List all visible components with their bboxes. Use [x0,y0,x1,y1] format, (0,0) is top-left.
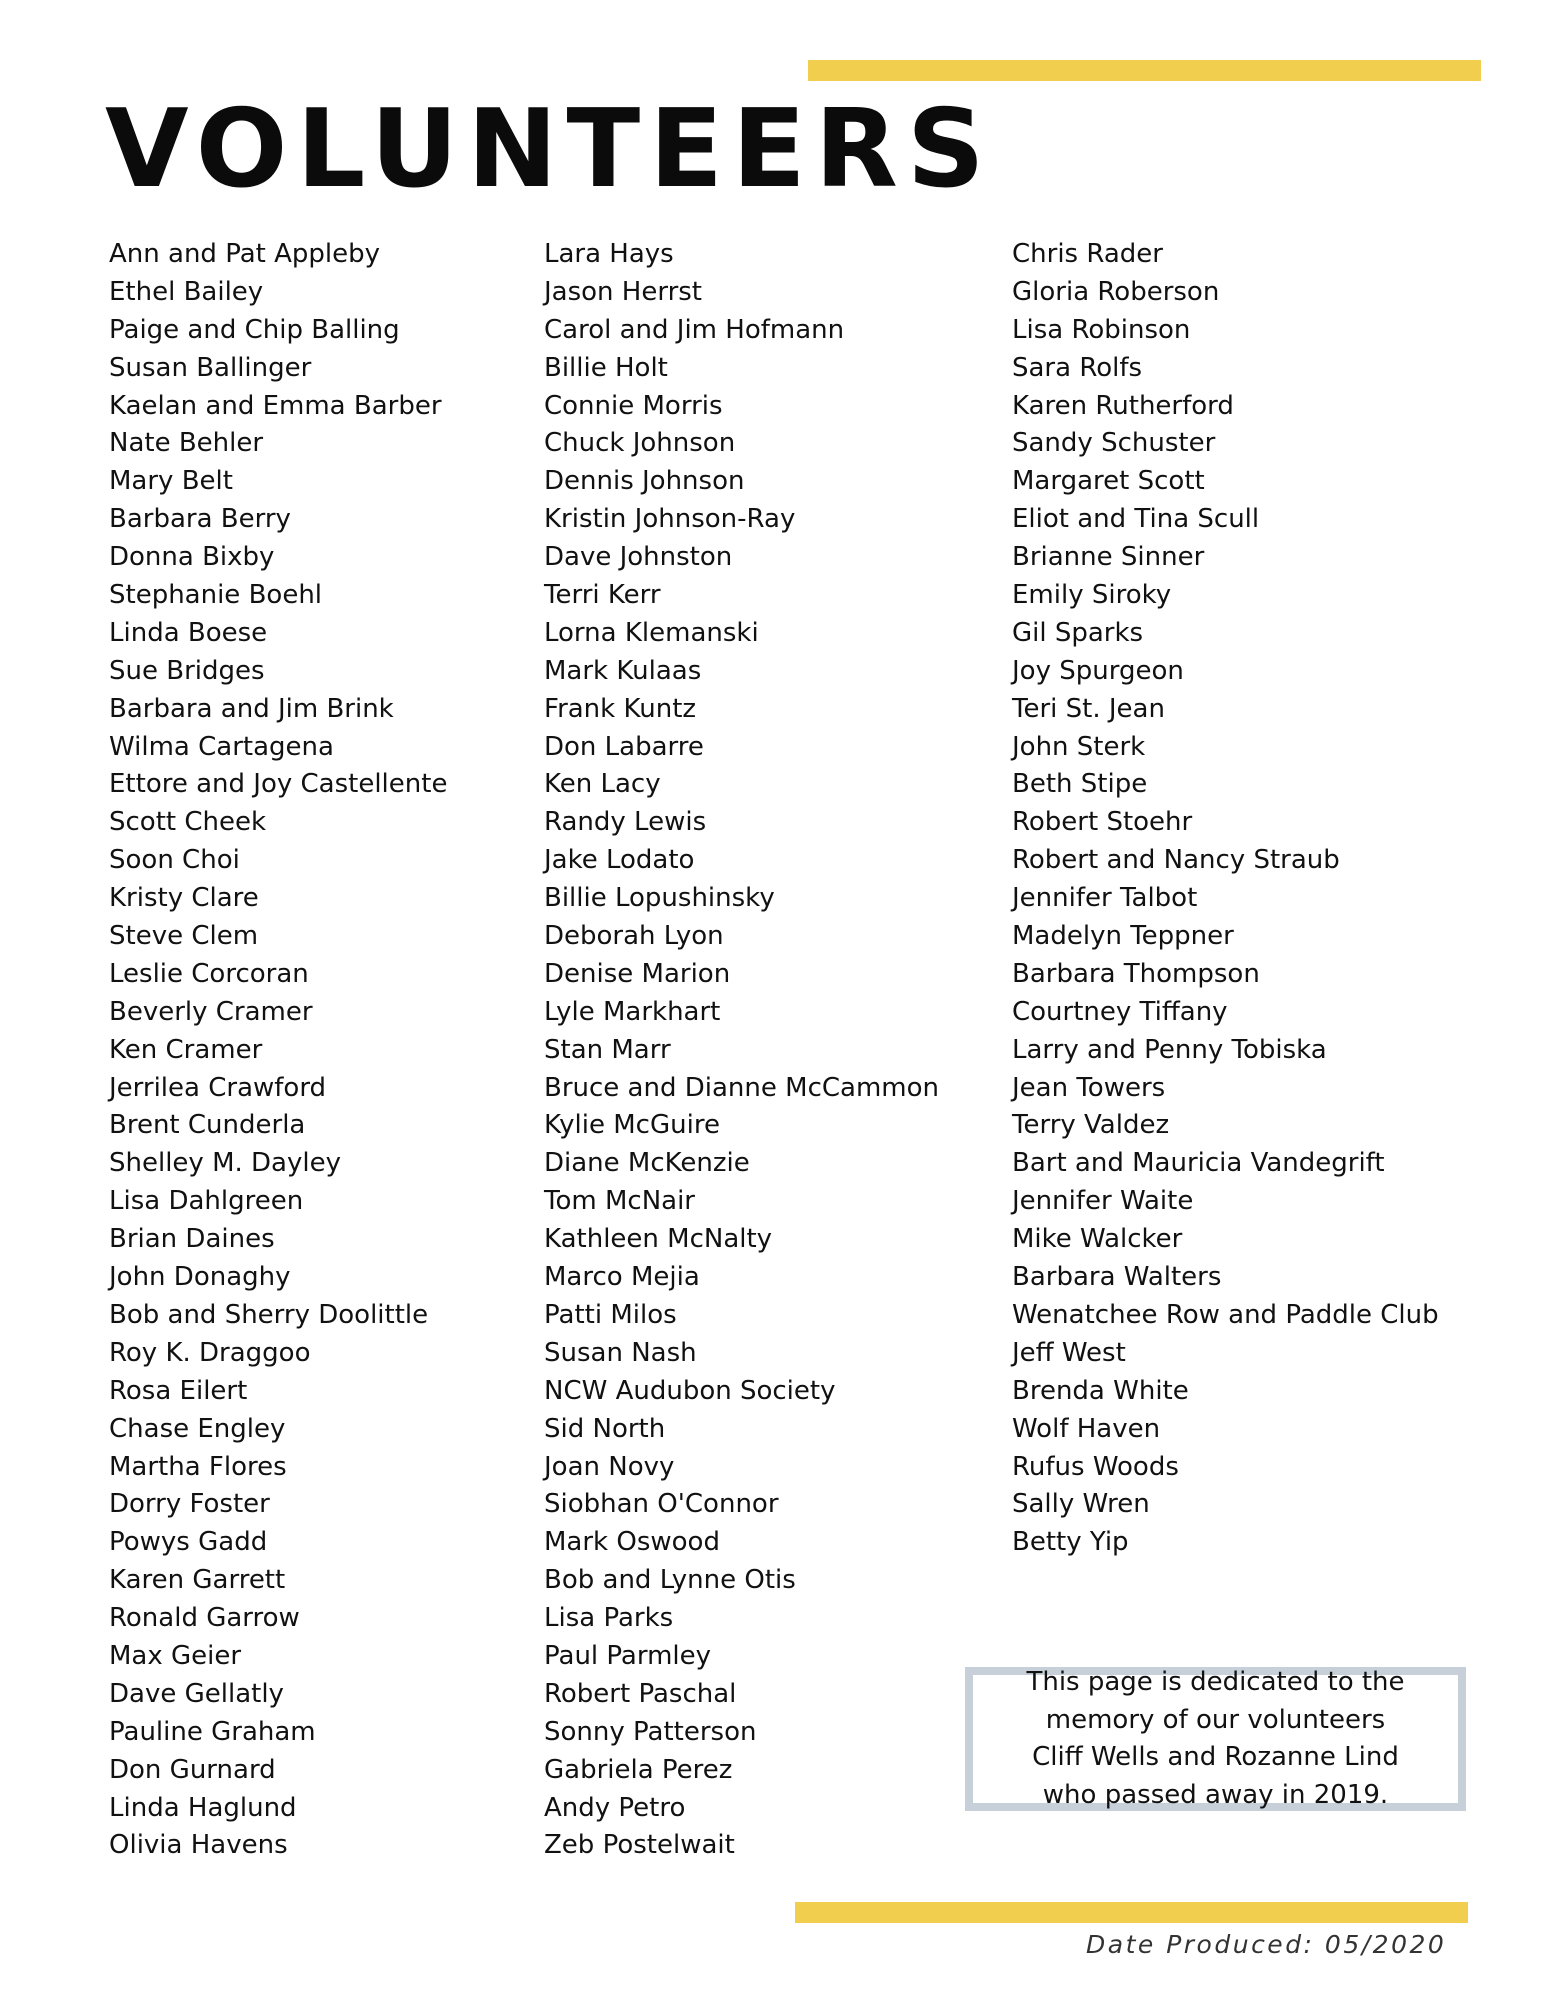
volunteer-name: Betty Yip [1012,1527,1129,1558]
volunteer-name: John Donaghy [109,1262,291,1293]
volunteer-name: Lisa Robinson [1012,314,1191,345]
volunteer-name: Mark Oswood [544,1527,720,1558]
volunteer-name: Teri St. Jean [1012,693,1165,724]
volunteer-name: Don Gurnard [109,1754,276,1785]
volunteer-name: NCW Audubon Society [544,1375,836,1406]
volunteer-name: Jennifer Waite [1012,1186,1194,1217]
volunteer-name: Brianne Sinner [1012,542,1205,573]
volunteer-name: Barbara Thompson [1012,958,1260,989]
volunteer-name: Robert and Nancy Straub [1012,845,1340,876]
volunteer-name: Stan Marr [544,1034,671,1065]
volunteer-name: Susan Nash [544,1337,697,1368]
volunteer-name: Dave Johnston [544,542,733,573]
volunteer-name: John Sterk [1012,731,1146,762]
volunteer-name: Dave Gellatly [109,1678,284,1709]
volunteer-name: Emily Siroky [1012,580,1172,611]
volunteer-name: Rufus Woods [1012,1451,1179,1482]
volunteer-name: Scott Cheek [109,807,267,838]
volunteer-name: Wenatchee Row and Paddle Club [1012,1299,1439,1330]
memorial-line: who passed away in 2019. [1042,1779,1389,1810]
volunteer-name: Karen Garrett [109,1565,286,1596]
volunteer-name: Sue Bridges [109,655,265,686]
volunteer-name: Billie Lopushinsky [544,883,775,914]
top-accent-bar [808,60,1481,81]
volunteer-column-3 [1012,236,1439,1562]
volunteer-name: Denise Marion [544,958,731,989]
volunteer-name: Billie Holt [544,352,668,383]
volunteer-name: Jennifer Talbot [1012,883,1198,914]
volunteer-name: Connie Morris [544,390,723,421]
volunteer-name: Wilma Cartagena [109,731,334,762]
memorial-dedication-box [965,1667,1466,1811]
volunteer-name: Deborah Lyon [544,921,724,952]
volunteer-name: Carol and Jim Hofmann [544,314,845,345]
volunteer-name: Lisa Dahlgreen [109,1186,304,1217]
memorial-line: This page is dedicated to the [1026,1667,1405,1697]
volunteer-name: Zeb Postelwait [544,1830,735,1861]
volunteer-name: Mike Walcker [1012,1224,1183,1255]
volunteer-name: Patti Milos [544,1299,677,1330]
volunteer-name: Bob and Sherry Doolittle [109,1299,429,1330]
volunteer-name: Courtney Tiffany [1012,996,1228,1027]
volunteer-name: Kathleen McNalty [544,1224,773,1255]
volunteer-name: Donna Bixby [109,542,275,573]
volunteer-name: Beth Stipe [1012,769,1148,800]
volunteer-name: Kaelan and Emma Barber [109,390,442,421]
memorial-line: Cliff Wells and Rozanne Lind [1032,1742,1399,1772]
volunteer-name: Paige and Chip Balling [109,314,400,345]
volunteer-name: Karen Rutherford [1012,390,1234,421]
volunteer-name: Terry Valdez [1012,1110,1170,1141]
volunteer-name: Leslie Corcoran [109,958,309,989]
volunteer-name: Mary Belt [109,466,233,497]
volunteer-name: Lara Hays [544,239,674,269]
volunteer-name: Lyle Markhart [544,996,721,1027]
volunteer-name: Robert Stoehr [1012,807,1193,838]
volunteer-name: Diane McKenzie [544,1148,750,1179]
volunteer-name: Frank Kuntz [544,693,697,724]
volunteer-name: Mark Kulaas [544,655,702,686]
volunteer-name: Sonny Patterson [544,1716,757,1747]
volunteer-name: Linda Haglund [109,1792,297,1823]
volunteer-name: Ken Cramer [109,1034,263,1065]
volunteer-name: Sid North [544,1413,666,1444]
volunteer-name: Lisa Parks [544,1603,674,1634]
volunteer-name: Pauline Graham [109,1716,316,1747]
volunteer-column-1 [109,236,447,1865]
volunteer-name: Susan Ballinger [109,352,312,383]
volunteer-name: Paul Parmley [544,1640,712,1671]
volunteer-name: Chris Rader [1012,239,1163,269]
volunteer-name: Gil Sparks [1012,617,1144,648]
volunteer-name: Olivia Havens [109,1830,288,1861]
volunteer-name: Robert Paschal [544,1678,737,1709]
volunteer-name: Bart and Mauricia Vandegrift [1012,1148,1385,1179]
volunteer-name: Ken Lacy [544,769,661,800]
volunteer-name: Martha Flores [109,1451,287,1482]
volunteer-name: Jerrilea Crawford [109,1072,327,1103]
volunteer-name: Chuck Johnson [544,428,736,459]
volunteer-name: Barbara and Jim Brink [109,693,394,724]
volunteer-name: Don Labarre [544,731,704,762]
volunteer-name: Kristin Johnson-Ray [544,504,796,535]
memorial-line: memory of our volunteers [1045,1704,1386,1735]
volunteer-name: Tom McNair [544,1186,695,1217]
volunteer-name: Kristy Clare [109,883,259,914]
volunteer-name: Margaret Scott [1012,466,1205,497]
volunteer-name: Eliot and Tina Scull [1012,504,1260,535]
volunteer-name: Ann and Pat Appleby [109,239,380,269]
volunteer-name: Rosa Eilert [109,1375,248,1406]
volunteer-name: Stephanie Boehl [109,580,323,611]
volunteer-name: Dorry Foster [109,1489,270,1520]
volunteer-name: Joy Spurgeon [1012,655,1184,686]
volunteer-name: Andy Petro [544,1792,686,1823]
date-produced: Date Produced: 05/2020 [1086,1930,1447,1959]
volunteer-name: Ettore and Joy Castellente [109,769,448,800]
volunteer-name: Max Geier [109,1640,242,1671]
volunteer-name: Powys Gadd [109,1527,268,1558]
volunteer-name: Barbara Walters [1012,1262,1222,1293]
volunteer-name: Siobhan O'Connor [544,1489,779,1520]
volunteer-name: Marco Mejia [544,1262,700,1293]
page-title: VOLUNTEERS [105,87,994,212]
volunteer-name: Brenda White [1012,1375,1189,1406]
volunteer-name: Jason Herrst [544,276,703,307]
volunteer-name: Barbara Berry [109,504,291,535]
volunteer-column-2 [544,236,939,1865]
volunteer-name: Wolf Haven [1012,1413,1161,1444]
volunteer-name: Terri Kerr [544,580,661,611]
volunteer-name: Jake Lodato [544,845,695,876]
volunteer-name: Jean Towers [1012,1072,1166,1103]
volunteer-name: Roy K. Draggoo [109,1337,311,1368]
volunteer-name: Bob and Lynne Otis [544,1565,796,1596]
volunteer-name: Ethel Bailey [109,276,264,307]
volunteer-name: Madelyn Teppner [1012,921,1234,952]
volunteer-name: Ronald Garrow [109,1603,300,1634]
volunteer-name: Shelley M. Dayley [109,1148,341,1179]
volunteer-name: Gloria Roberson [1012,276,1220,307]
volunteer-name: Kylie McGuire [544,1110,720,1141]
volunteer-name: Brent Cunderla [109,1110,306,1141]
volunteer-name: Sandy Schuster [1012,428,1216,459]
volunteer-name: Beverly Cramer [109,996,313,1027]
volunteer-name: Sara Rolfs [1012,352,1143,383]
volunteer-name: Jeff West [1012,1337,1126,1368]
volunteer-name: Brian Daines [109,1224,275,1255]
volunteer-name: Linda Boese [109,617,268,648]
volunteer-name: Larry and Penny Tobiska [1012,1034,1327,1065]
volunteer-name: Randy Lewis [544,807,707,838]
volunteer-name: Chase Engley [109,1413,286,1444]
volunteer-name: Soon Choi [109,845,240,876]
volunteer-name: Nate Behler [109,428,264,459]
volunteer-name: Lorna Klemanski [544,617,759,648]
volunteer-name: Joan Novy [544,1451,675,1482]
volunteer-name: Dennis Johnson [544,466,745,497]
volunteer-name: Steve Clem [109,921,259,952]
volunteer-name: Sally Wren [1012,1489,1150,1520]
volunteer-name: Gabriela Perez [544,1754,733,1785]
bottom-accent-bar [795,1902,1468,1923]
volunteer-name: Bruce and Dianne McCammon [544,1072,939,1103]
